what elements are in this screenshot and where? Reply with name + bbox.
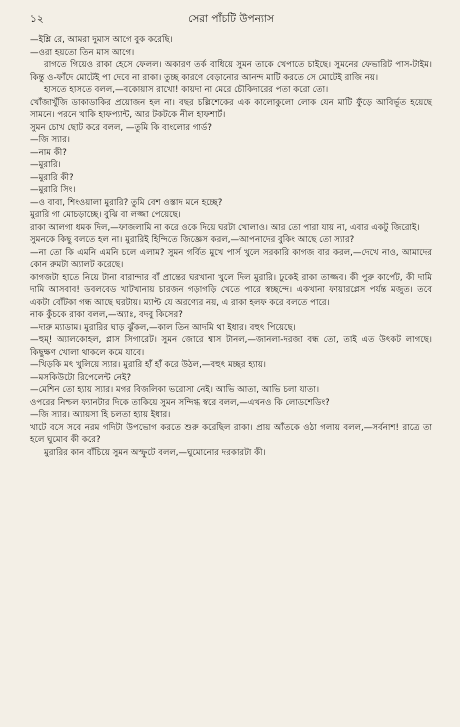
paragraph: —খিড়কি মৎ খুলিয়ে স্যার। মুরারি হাঁ হাঁ করে উঠল,—বহুৎ মচ্ছর হ্যায়। (30, 360, 266, 370)
paragraph: খাটে বসে সবে নরম গদিটা উপভোগ করতে শুরু করেছিল রাকা। প্রায় আঁতকে ওঠা গলায় বলল,—সর্বনাশ! রাত্রে তা হলে ঘুমোব কী করে? (30, 422, 432, 445)
paragraph: খোঁজাখুঁজি ডাকাডাকির প্রয়োজন হল না। বছর চল্লিশেকের এক কালোকুলো লোক যেন মাটি ফুঁড়ে আবির্ভূত হয়েছে সামনে। পরনে খাকি হাফপ্যান্ট, আর টকটকে নীল হাফশার্ট। (30, 97, 432, 120)
paragraph: নাক কুঁচকে রাকা বলল,—অ্যাঃ, বদবু কিসের? (30, 310, 183, 320)
paragraph: সুমনকে কিছু বলতে হল না। মুরারিই হিন্দিতে জিজ্ঞেস করল,—আপনাদের বুকিং আছে তো স্যার? (30, 235, 355, 245)
paragraph: রাগতে গিয়েও রাকা হেসে ফেলল। অকারণ তর্ক বাধিয়ে সুমন তাকে খেপাতে চাইছে। সুমনের ফেভারিট পাস-টাইম। কিন্তু ও-ফাঁদে মোটেই পা দেবে না রাকা। তুচ্ছ কারণে বেড়ানোর আনন্দ মাটি করতে সে মোটেই রাজি নয়। (30, 60, 432, 83)
body-text (30, 34, 432, 459)
paragraph: —ও বাবা, শিংওয়ালা মুরারি? তুমি বেশ ওস্তাদ মনে হচ্ছে? (30, 197, 223, 208)
paragraph: —হুম্‌! অ্যালকোহল, প্লাস সিগারেট। সুমন জোরে শ্বাস টানল,—জানলা-দরজা বন্ধ তো, তাই এত উৎকট লাগছে। কিছুক্ষণ খোলা থাকলে কমে যাবে। (30, 335, 432, 358)
paragraph: মুরারি গা মোচড়াচ্ছে। বুঝি বা লজ্জা পেয়েছে। (30, 210, 181, 220)
paragraph: —মেশিন তো হ্যায় স্যার। মগর বিজলিকা ভরোসা নেই। আভি আতা, আভি চলা যাতা। (30, 385, 320, 395)
paragraph: —মসকিউটো রিপেলেন্ট নেই? (30, 372, 132, 383)
paragraph: —না তো কি এমনি এমনি চলে এলাম? সুমন গর্বিত মুখে পার্স খুলে সরকারি কাগজ বার করল,—দেখে নাও, আমাদের কোন রুমটা অ্যালট করেছে। (30, 247, 432, 270)
paragraph: মুরারির কান বাঁচিয়ে সুমন অস্ফুটে বলল,—ঘুমোনোর দরকারটা কী। (44, 447, 266, 458)
book-title: সেরা পাঁচটি উপন্যাস (188, 13, 274, 25)
page-number: ১২ (30, 13, 44, 25)
paragraph: হাসতে হাসতে বলল,—বকোয়াস রাখো! কায়দা না মেরে চৌকিদারের পতা করো তো। (44, 85, 329, 95)
paragraph: রাকা আলগা ধমক দিল,—ফাজলামি না করে ওকে দিয়ে ঘরটা খোলাও। আর তো পারা যায় না, এবার একটু জিরোই। (30, 222, 420, 233)
paragraph: —জি স্যার। (30, 135, 70, 145)
paragraph: ওপরের নিশ্চল ফ্যানটার দিকে তাকিয়ে সুমন সন্দিগ্ধ স্বরে বলল,—এখনও কি লোডশেডিং? (30, 397, 330, 408)
paragraph: —মুরারি সিং। (30, 185, 76, 195)
paragraph: সুমন চোখ ছোট করে বলল, —তুমি কি বাংলোর গার্ড? (30, 122, 212, 133)
page-header (30, 12, 432, 26)
paragraph: কাগজটা হাতে নিয়ে টানা বারান্দার বাঁ প্রান্তের ঘরখানা খুলে দিল মুরারি। ঢুকেই রাকা তাজ্জব। কী পুরু কার্পেট, কী দামি দামি আসবাব! ডবলবেড খাটখানায় চারজন গড়াগড়ি খেতে পারে স্বচ্ছন্দে। একখানা ফায়ারপ্লেস পর্যন্ত মজুত। তবে একটা বোঁটকা গন্ধ আছে ঘরটায়। ম্যাপ্ট যে অরণ্যের নয়, এ রাকা হলফ করে বলতে পারে। (30, 272, 432, 308)
paragraph: —ওরা হয়তো তিন মাস আগে। (30, 47, 135, 58)
paragraph: —নাম কী? (30, 147, 67, 158)
paragraph: —ইশ্লি রে, আমরা দুমাস আগে বুক করেছি। (30, 35, 173, 45)
paragraph: —জি স্যার। অ্যায়সা হি চলতা হ্যায় ইধার। (30, 410, 171, 420)
paragraph: —মুরারি। (30, 160, 61, 170)
paragraph: —দারু ম্যাডাম। মুরারির ঘাড় ঝুঁকল,—কাল তিন আদমি থা ইধার। বহুৎ পিয়েছে। (30, 322, 296, 333)
paragraph: —মুরারি কী? (30, 172, 74, 183)
